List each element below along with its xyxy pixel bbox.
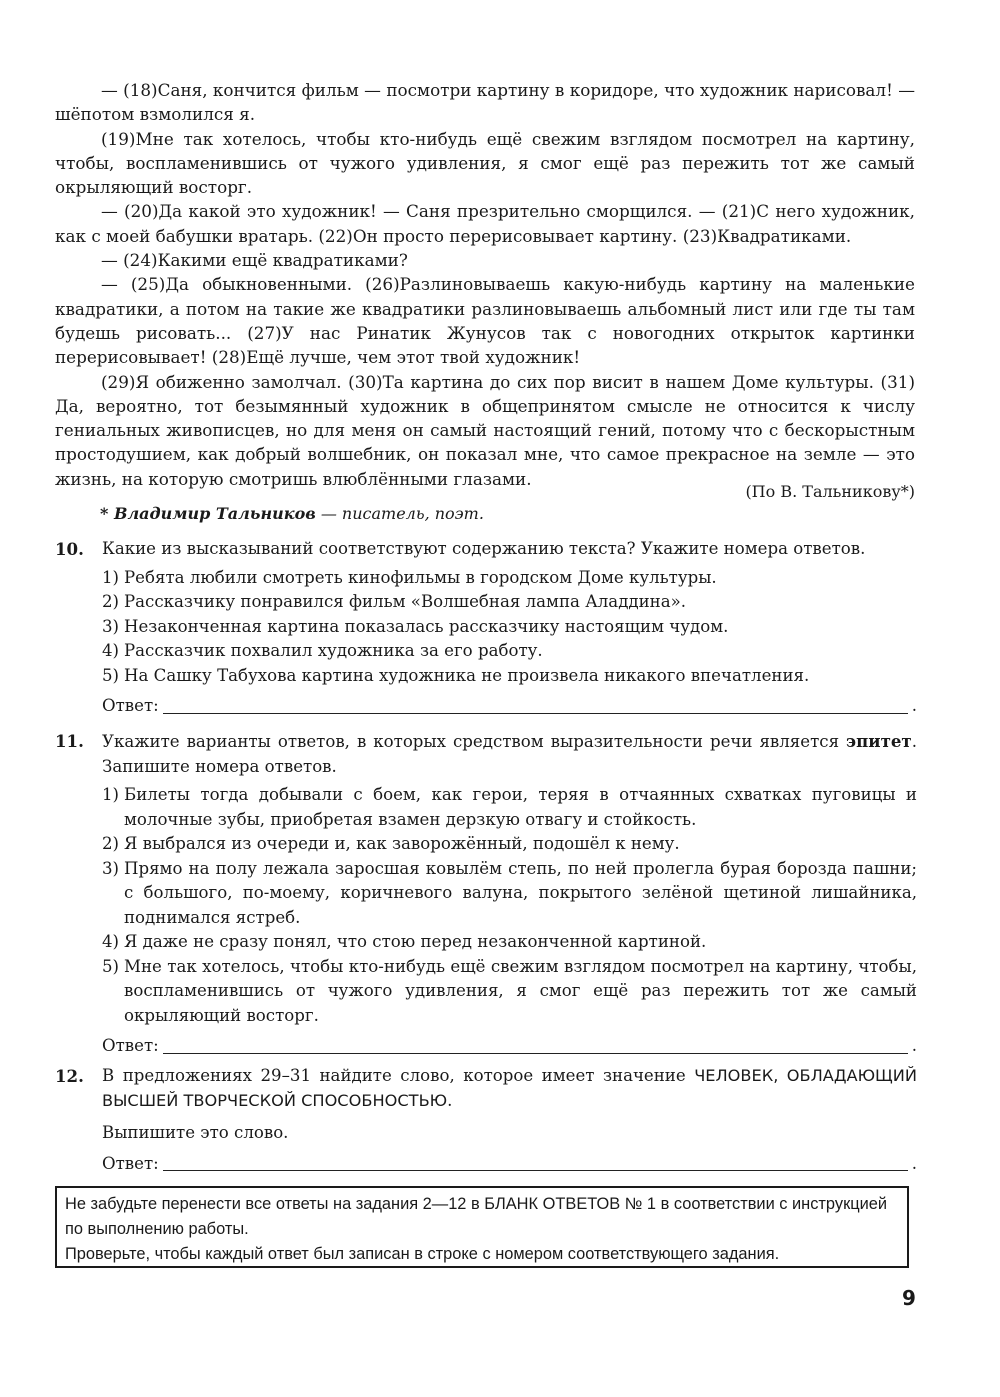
prompt-text-end: . Запишите номера ответов. xyxy=(102,732,917,776)
passage-paragraph: (29)Я обиженно замолчал. (30)Та картина до сих пор висит в нашем Доме культуры. (31) Да, вероятно, тот безымянный художник в общепринятом смысле не относится к числу гениальных живописцев, но для меня он самый настоящий гений, потому что с бескорыстным простодушием, как добрый волшебник, он показал мне, что самое прекрасное на земле — это жизнь, на которую смотришь влюблёнными глазами. xyxy=(55,371,915,489)
task-number: 10. xyxy=(55,539,84,559)
answer-row xyxy=(102,694,917,719)
reading-passage xyxy=(55,78,915,491)
passage-paragraph: — (25)Да обыкновенными. (26)Разлиновываешь какую-нибудь картину на маленькие квадратики, а потом на такие же квадратики разлиновываешь альбомный лист или где ты там будешь рисовать... (27)У нас Ринатик Жунусов так с новогодних открыток картинки перерисовывает! (28)Ещё лучше, чем этот твой художник! xyxy=(55,274,915,368)
prompt-text-end: . xyxy=(447,1090,453,1110)
option-item xyxy=(102,783,917,832)
option-text: Незаконченная картина показалась рассказчику настоящим чудом. xyxy=(124,616,729,636)
option-number: 4) xyxy=(102,641,120,660)
task-prompt: Какие из высказываний соответствуют содержанию текста? Укажите номера ответов. xyxy=(102,539,866,558)
task-10 xyxy=(55,537,917,719)
prompt-text: В предложениях 29–31 найдите слово, которое имеет значение xyxy=(102,1066,695,1085)
task-11 xyxy=(55,729,917,1059)
passage-paragraph: (19)Мне так хотелось, чтобы кто-нибудь ещё свежим взглядом посмотрел на картину, чтобы, воспламенившись от чужого удивления, я смог ещё раз пережить тот же самый окрыляющий восторг. xyxy=(55,128,915,198)
option-number: 5) xyxy=(102,956,120,976)
task-prompt xyxy=(102,1064,917,1113)
option-number: 2) xyxy=(102,592,120,611)
option-item xyxy=(102,832,917,857)
author-footnote xyxy=(100,503,484,525)
options-list xyxy=(102,566,917,689)
task-number: 11. xyxy=(55,731,84,751)
option-number: 5) xyxy=(102,665,120,685)
option-item xyxy=(102,664,917,689)
passage-source: (По В. Тальникову*) xyxy=(745,482,915,501)
option-text: Рассказчику понравился фильм «Волшебная лампа Аладдина». xyxy=(124,592,687,611)
answer-line[interactable] xyxy=(163,1036,908,1054)
reminder-line: Не забудьте перенести все ответы на задания 2—12 в БЛАНК ОТВЕТОВ № 1 в соответствии с инструкцией по выполнению работы. xyxy=(65,1195,888,1238)
footnote-description: — писатель, поэт. xyxy=(315,504,484,523)
option-text: Мне так хотелось, чтобы кто-нибудь ещё свежим взглядом посмотрел на картину, чтобы, воспламенившись от чужого удивления, я смог ещё раз пережить тот же самый окрыляющий восторг. xyxy=(124,956,917,1025)
passage-paragraph: — (24)Какими ещё квадратиками? xyxy=(101,250,408,271)
option-item xyxy=(102,955,917,1029)
option-text: Я выбрался из очереди и, как заворожённый, подошёл к нему. xyxy=(124,834,680,853)
passage-paragraph: — (20)Да какой это художник! — Саня презрительно сморщился. — (21)С него художник, как с моей бабушки вратарь. (22)Он просто перерисовывает картину. (23)Квадратиками. xyxy=(55,201,915,246)
option-item xyxy=(102,639,917,664)
reminder-box xyxy=(55,1186,909,1268)
answer-label: Ответ: xyxy=(102,696,159,715)
answer-line[interactable] xyxy=(163,1153,908,1171)
task-prompt xyxy=(102,729,917,779)
option-number: 3) xyxy=(102,858,120,878)
reminder-line: Проверьте, чтобы каждый ответ был записан в строке с номером соответствующего задания. xyxy=(65,1245,780,1263)
prompt-definition: ЧЕЛОВЕК, ОБЛАДАЮЩИЙ ВЫСШЕЙ ТВОРЧЕСКОЙ СПОСОБНОСТЬЮ xyxy=(102,1066,917,1110)
option-number: 1) xyxy=(102,567,120,587)
prompt-text: Укажите варианты ответов, в которых средством выразительности речи является xyxy=(102,732,847,751)
option-item xyxy=(102,566,917,591)
answer-line[interactable] xyxy=(163,696,908,714)
answer-row xyxy=(102,1152,917,1177)
option-number: 3) xyxy=(102,616,120,636)
option-item xyxy=(102,615,917,640)
option-number: 1) xyxy=(102,785,120,804)
option-number: 2) xyxy=(102,834,120,853)
answer-end-mark: . xyxy=(911,696,917,715)
footnote-author: * Владимир Тальников xyxy=(100,504,316,523)
answer-label: Ответ: xyxy=(102,1036,159,1055)
option-text: Ребята любили смотреть кинофильмы в городском Доме культуры. xyxy=(124,567,717,587)
task-number: 12. xyxy=(55,1066,84,1086)
prompt-term: эпитет xyxy=(846,731,912,751)
option-text: Я даже не сразу понял, что стою перед незаконченной картиной. xyxy=(124,932,707,951)
options-list xyxy=(102,783,917,1028)
passage-paragraph: — (18)Саня, кончится фильм — посмотри картину в коридоре, что художник нарисовал! — шёпотом взмолился я. xyxy=(55,80,915,125)
option-text: Билеты тогда добывали с боем, как герои, теряя в отчаянных схватках пуговицы и молочные зубы, приобретая взамен дерзкую отвагу и стойкость. xyxy=(124,785,917,829)
option-text: На Сашку Табухова картина художника не произвела никакого впечатления. xyxy=(124,665,810,685)
answer-end-mark: . xyxy=(911,1036,917,1055)
option-text: Рассказчик похвалил художника за его работу. xyxy=(124,641,543,660)
answer-row xyxy=(102,1034,917,1059)
option-item xyxy=(102,857,917,931)
task-12 xyxy=(55,1064,917,1176)
option-text: Прямо на полу лежала заросшая ковылём степь, по ней пролегла бурая борозда пашни; с большого, по-моему, коричневого валуна, покрытого зелёной щетиной лишайника, поднимался ястреб. xyxy=(124,858,917,927)
option-number: 4) xyxy=(102,932,120,951)
page-number: 9 xyxy=(902,1286,916,1310)
option-item xyxy=(102,590,917,615)
answer-label: Ответ: xyxy=(102,1153,159,1173)
task-instruction: Выпишите это слово. xyxy=(102,1123,289,1142)
answer-end-mark: . xyxy=(911,1153,917,1173)
option-item xyxy=(102,930,917,955)
